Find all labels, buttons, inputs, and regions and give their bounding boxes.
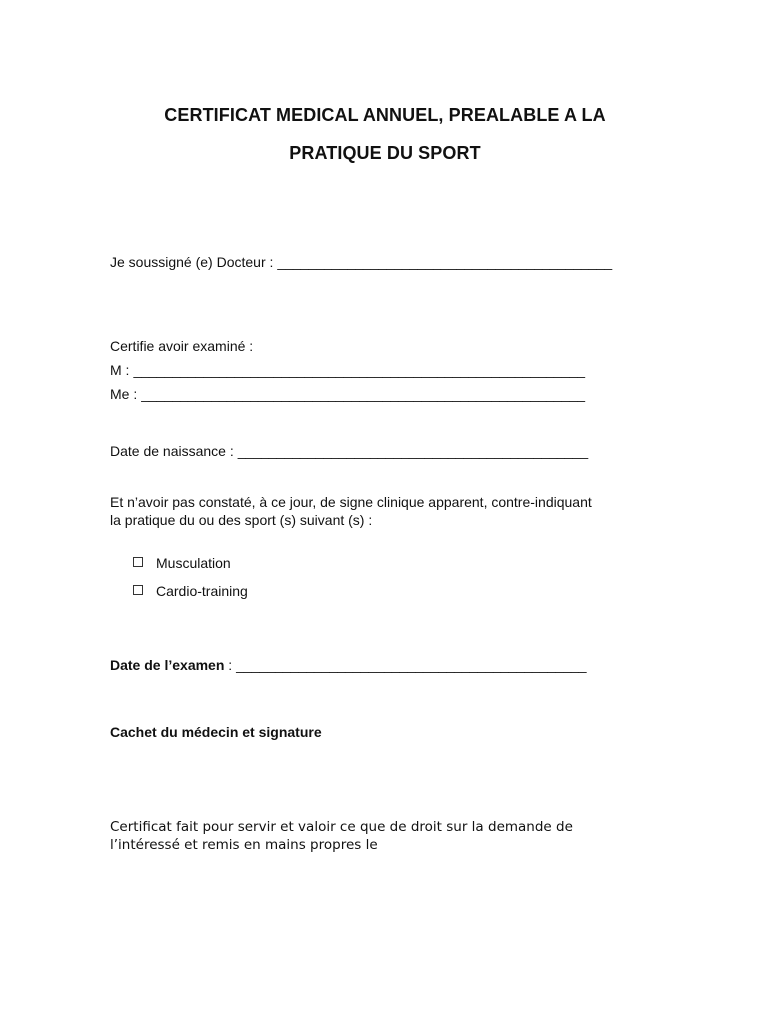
doctor-label: Je soussigné (e) Docteur : — [110, 254, 274, 270]
closing-line-2: l’intéressé et remis en mains propres le — [110, 837, 378, 853]
exam-date-field[interactable]: _____________________________________________ — [236, 657, 587, 673]
title-line-2: PRATIQUE DU SPORT — [289, 143, 481, 163]
title-line-1: CERTIFICAT MEDICAL ANNUEL, PREALABLE A LA — [164, 105, 606, 125]
examined-label: Certifie avoir examiné : — [110, 338, 254, 354]
sport-label: Cardio-training — [156, 583, 248, 599]
stamp-signature-label: Cachet du médecin et signature — [110, 724, 322, 740]
birthdate-line — [110, 443, 588, 459]
patient-m-field[interactable]: __________________________________________________________ — [133, 362, 586, 378]
statement-line-1: Et n’avoir pas constaté, à ce jour, de signe clinique apparent, contre-indiquant — [110, 494, 592, 510]
sport-option-cardio[interactable] — [133, 583, 248, 599]
closing-paragraph — [110, 818, 573, 854]
doctor-line — [110, 254, 612, 270]
patient-me-line — [110, 386, 585, 402]
exam-date-line — [110, 657, 587, 673]
exam-date-separator: : — [224, 657, 233, 673]
sport-option-musculation[interactable] — [133, 555, 231, 571]
patient-me-field[interactable]: _________________________________________________________ — [141, 386, 586, 402]
birthdate-label: Date de naissance : — [110, 443, 234, 459]
doctor-name-field[interactable]: ___________________________________________ — [277, 254, 613, 270]
checkbox-icon[interactable] — [133, 557, 143, 567]
birthdate-field[interactable]: _____________________________________________ — [237, 443, 589, 459]
patient-m-line — [110, 362, 585, 378]
closing-line-1: Certificat fait pour servir et valoir ce que de droit sur la demande de — [110, 819, 573, 835]
sport-label: Musculation — [156, 555, 231, 571]
patient-m-label: M : — [110, 362, 130, 378]
patient-me-label: Me : — [110, 386, 138, 402]
exam-date-label: Date de l’examen — [110, 657, 225, 673]
checkbox-icon[interactable] — [133, 585, 143, 595]
statement-line-2: la pratique du ou des sport (s) suivant (s) : — [110, 512, 373, 528]
statement-paragraph — [110, 493, 592, 529]
